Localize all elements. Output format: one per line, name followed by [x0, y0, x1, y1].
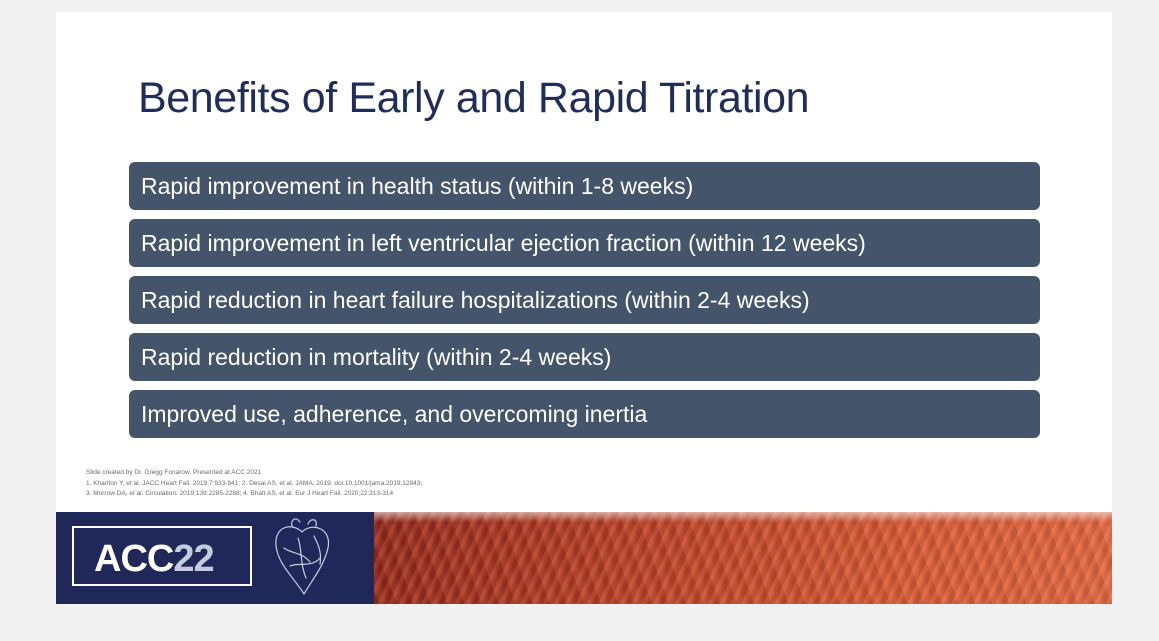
bullet-item: Improved use, adherence, and overcoming inertia — [129, 390, 1040, 438]
acc-logo — [72, 526, 252, 586]
heart-outline-icon — [262, 518, 342, 600]
logo-name: ACC — [94, 538, 174, 580]
acc-logo-text — [94, 539, 214, 579]
logo-year: 22 — [173, 538, 214, 580]
slide — [56, 12, 1112, 604]
bullet-item: Rapid reduction in mortality (within 2-4 weeks) — [129, 333, 1040, 381]
bullet-list — [129, 162, 1040, 447]
brand-panel — [56, 512, 374, 604]
bullet-item: Rapid improvement in health status (within 1-8 weeks) — [129, 162, 1040, 210]
footer-banner — [56, 512, 1112, 604]
bullet-item: Rapid reduction in heart failure hospitalizations (within 2-4 weeks) — [129, 276, 1040, 324]
slide-title: Benefits of Early and Rapid Titration — [138, 74, 810, 122]
references — [86, 468, 422, 500]
reference-line: Slide created by Dr. Gregg Fonarow. Presented at ACC 2021 — [86, 469, 262, 476]
bullet-item: Rapid improvement in left ventricular ejection fraction (within 12 weeks) — [129, 219, 1040, 267]
reference-line: 3. Morrow DA, et al. Circulation. 2019;139:2285-2288; 4. Bhatt AS, et al. Eur J Heart Fail. 2020;22:313-314 — [86, 490, 394, 497]
reference-line: 1. Khariton Y, et al. JACC Heart Fail. 2019;7:933-941; 2. Desai AS, et al. JAMA. 2019. doi:10.1001/jama.2019.12843; — [86, 479, 423, 487]
